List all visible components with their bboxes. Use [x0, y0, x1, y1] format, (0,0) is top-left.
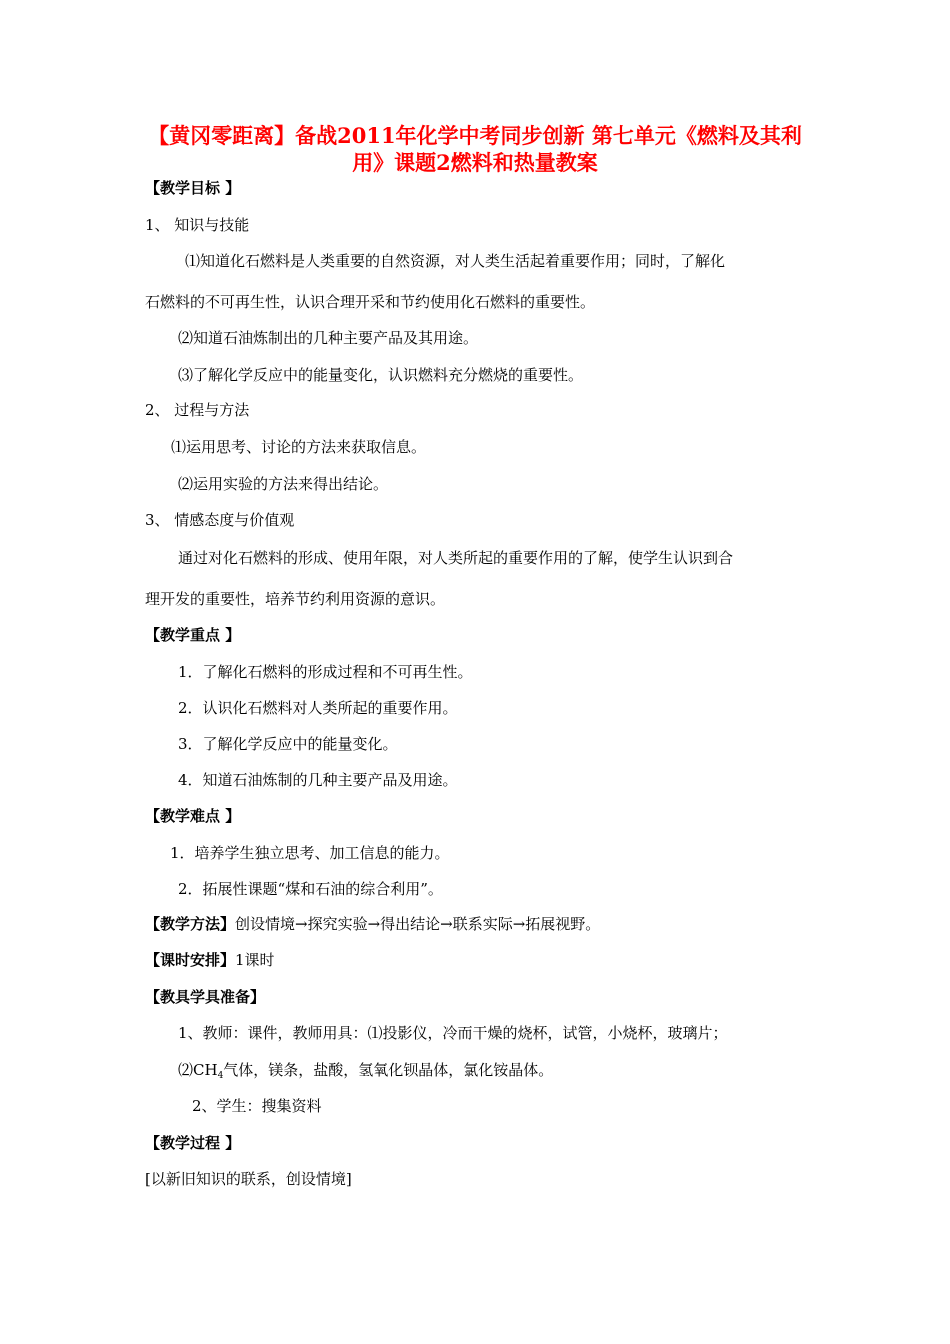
process-heading: 【教学过程 】 [145, 1134, 241, 1152]
goal1-item1-line2: 石燃料的不可再生性，认识合理开采和节约使用化石燃料的重要性。 [145, 293, 596, 311]
schedule-line [145, 950, 275, 970]
method-line [145, 914, 600, 934]
tools-student: 2、学生：搜集资料 [192, 1097, 322, 1115]
tools-item2-rest: 气体，镁条，盐酸，氢氧化钡晶体，氯化铵晶体。 [223, 1061, 554, 1079]
tools-heading: 【教具学具准备】 [145, 988, 266, 1006]
goal2-item1: ⑴运用思考、讨论的方法来获取信息。 [171, 438, 427, 456]
difficult-item: 1．培养学生独立思考、加工信息的能力。 [170, 844, 450, 862]
method-text: 创设情境→探究实验→得出结论→联系实际→拓展视野。 [235, 915, 601, 933]
goal3-heading: 3、 情感态度与价值观 [145, 511, 295, 529]
tools-item2 [178, 1060, 553, 1086]
key-heading: 【教学重点 】 [145, 626, 241, 644]
schedule-text: 1课时 [235, 951, 275, 969]
schedule-label: 【课时安排】 [145, 951, 236, 969]
key-item: 3．了解化学反应中的能量变化。 [178, 735, 398, 753]
goal1-item2: ⑵知道石油炼制出的几种主要产品及其用途。 [178, 329, 479, 347]
goal1-item1-line1: ⑴知道化石燃料是人类重要的自然资源，对人类生活起着重要作用；同时，了解化 [185, 252, 726, 270]
goal1-item3: ⑶了解化学反应中的能量变化，认识燃料充分燃烧的重要性。 [178, 366, 584, 384]
tools-item2-subscript: 4 [217, 1071, 224, 1081]
goal2-heading: 2、 过程与方法 [145, 401, 250, 419]
difficult-item: 2．拓展性课题“煤和石油的综合利用”。 [178, 880, 443, 898]
document-title: 【黄冈零距离】备战2011年化学中考同步创新 第七单元《燃料及其利用》课题2燃料和热量教案 [148, 123, 802, 175]
goal3-text-line1: 通过对化石燃料的形成、使用年限，对人类所起的重要作用的了解，使学生认识到合 [178, 549, 734, 567]
tools-item2-prefix: ⑵CH [178, 1061, 218, 1079]
key-item: 4．知道石油炼制的几种主要产品及用途。 [178, 771, 458, 789]
tools-teacher: 1、教师：课件，教师用具：⑴投影仪，冷而干燥的烧杯，试管，小烧杯，玻璃片； [178, 1024, 728, 1042]
goal2-item2: ⑵运用实验的方法来得出结论。 [178, 475, 389, 493]
method-label: 【教学方法】 [145, 915, 236, 933]
goal3-text-line2: 理开发的重要性，培养节约利用资源的意识。 [145, 590, 446, 608]
goal1-heading: 1、 知识与技能 [145, 216, 250, 234]
key-item: 1．了解化石燃料的形成过程和不可再生性。 [178, 663, 473, 681]
key-item: 2．认识化石燃料对人类所起的重要作用。 [178, 699, 458, 717]
goals-heading: 【教学目标 】 [145, 179, 241, 197]
difficult-heading: 【教学难点 】 [145, 807, 241, 825]
process-first: [以新旧知识的联系，创设情境] [145, 1170, 352, 1188]
